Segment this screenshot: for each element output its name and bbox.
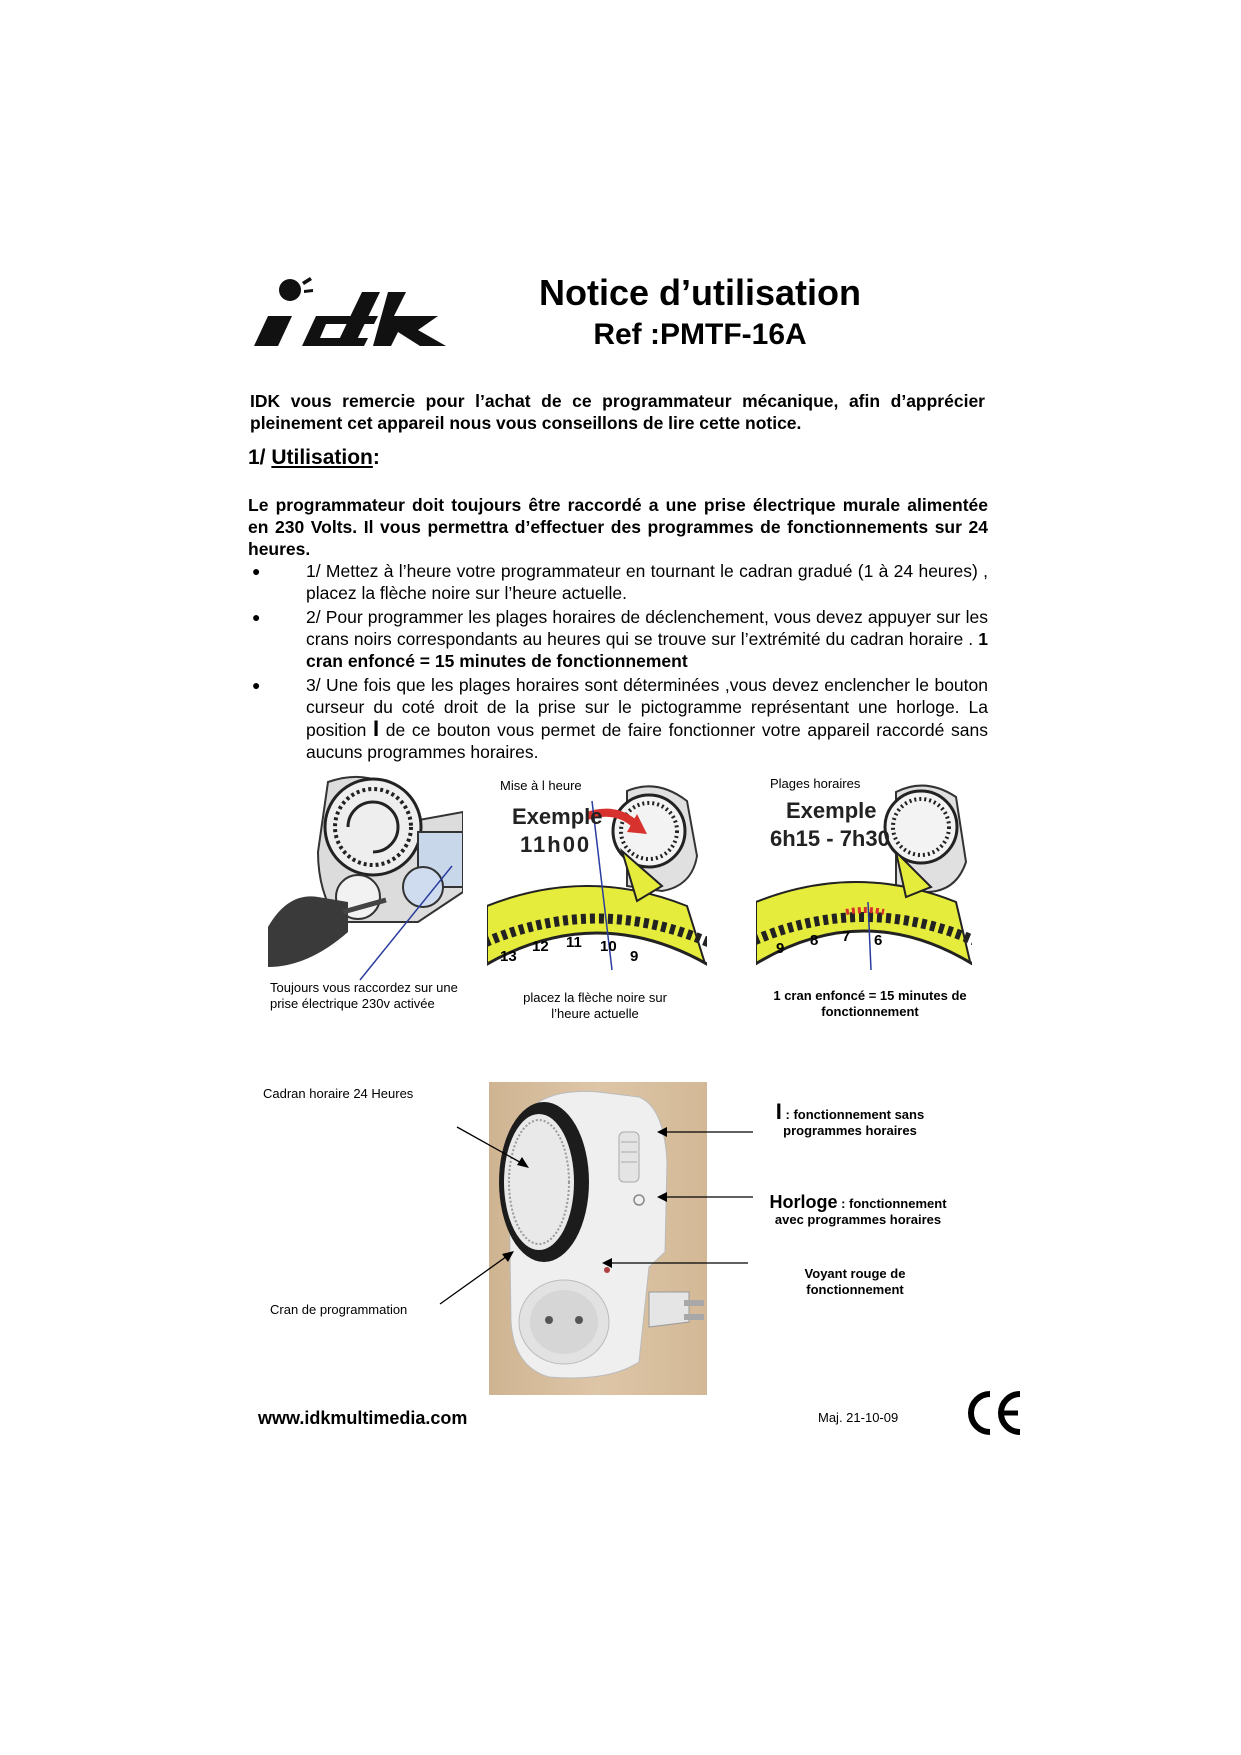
figure-2-caption: placez la flèche noire sur l’heure actuelle	[523, 990, 667, 1021]
page-title: Notice d’utilisation	[538, 272, 861, 313]
arrow-i-mode	[655, 1124, 755, 1140]
step-2-text: 2/ Pour programmer les plages horaires de déclenchement, vous devez appuyer sur les crans noirs correspondants au heures qui se trouve sur l’extrémité du cadran horaire .	[306, 607, 988, 649]
update-date: Maj. 21-10-09	[818, 1410, 899, 1425]
ce-mark-icon	[966, 1390, 1024, 1436]
label-dial: Cadran horaire 24 Heures	[263, 1086, 414, 1101]
figure-3-caption: 1 cran enfoncé = 15 minutes de fonctionnement	[773, 988, 967, 1019]
figure-1-caption: Toujours vous raccordez sur une prise électrique 230v activée	[270, 980, 458, 1011]
section-title: Utilisation	[271, 446, 373, 469]
figure-2-label: Mise à l heure	[500, 778, 582, 793]
step-1-text: 1/ Mettez à l’heure votre programmateur en tournant le cadran gradué (1 à 24 heures) , placez la flèche noire sur l’heure actuelle.	[306, 561, 988, 603]
website-link[interactable]: www.idkmultimedia.com	[258, 1408, 468, 1428]
step-3-text-a: 3/ Une fois que les plages horaires sont déterminées ,vous devez enclencher le bouton curseur du coté droit de la prise sur le pictogramme représentant une horloge. La position	[306, 675, 988, 740]
lead-paragraph: Le programmateur doit toujours être raccordé a une prise électrique murale alimentée en 230 Volts. Il vous permettra d’effectuer des programmes de fonctionnements sur 24 heures.	[248, 495, 988, 559]
bullet-dot-icon: ●	[252, 677, 261, 693]
bullet-dot-icon: ●	[252, 609, 261, 625]
list-item	[248, 674, 988, 763]
section-colon: :	[372, 446, 380, 469]
label-clock-mode	[758, 1194, 958, 1228]
figure-3-label: Plages horaires	[770, 776, 861, 791]
figure-2-example: Exemple	[512, 804, 603, 829]
idk-logo	[250, 268, 460, 378]
step-2-bold: 1 cran enfoncé = 15 minutes de fonctionnement	[306, 629, 988, 671]
arrow-dial	[455, 1125, 535, 1175]
figure-3-example: Exemple	[786, 798, 877, 823]
label-i-mode	[760, 1099, 940, 1139]
clock-word: Horloge	[769, 1192, 838, 1212]
i-mode-text: : fonctionnement sans programmes horaires	[783, 1107, 925, 1138]
section-number: 1/	[248, 446, 266, 469]
label-notch: Cran de programmation	[270, 1302, 408, 1317]
clock-mode-text: : fonctionnement avec programmes horaires	[774, 1196, 947, 1227]
figure-3-time: 6h15 - 7h30	[770, 826, 890, 851]
label-led: Voyant rouge de fonctionnement	[804, 1266, 906, 1297]
intro-paragraph: IDK vous remercie pour l’achat de ce programmateur mécanique, afin d’apprécier pleinement cet appareil nous vous conseillons de lire cette notice.	[250, 391, 985, 433]
arrow-clock-mode	[655, 1189, 755, 1205]
product-ref: Ref :PMTF-16A	[593, 318, 807, 351]
figure-2-time: 11h00	[520, 832, 592, 857]
bullet-dot-icon: ●	[252, 563, 261, 579]
i-symbol: I	[775, 1099, 782, 1124]
arrow-notch	[438, 1248, 518, 1308]
instruction-list	[248, 560, 988, 765]
list-item	[248, 560, 988, 604]
step-3-i-symbol: I	[372, 716, 380, 741]
pointer-line-1	[340, 860, 460, 990]
arrow-led	[600, 1255, 750, 1271]
step-3-text-b: de ce bouton vous permet de faire fonctionner votre appareil raccordé sans aucuns programmes horaires.	[306, 720, 988, 762]
section-heading	[248, 446, 380, 470]
list-item	[248, 606, 988, 672]
